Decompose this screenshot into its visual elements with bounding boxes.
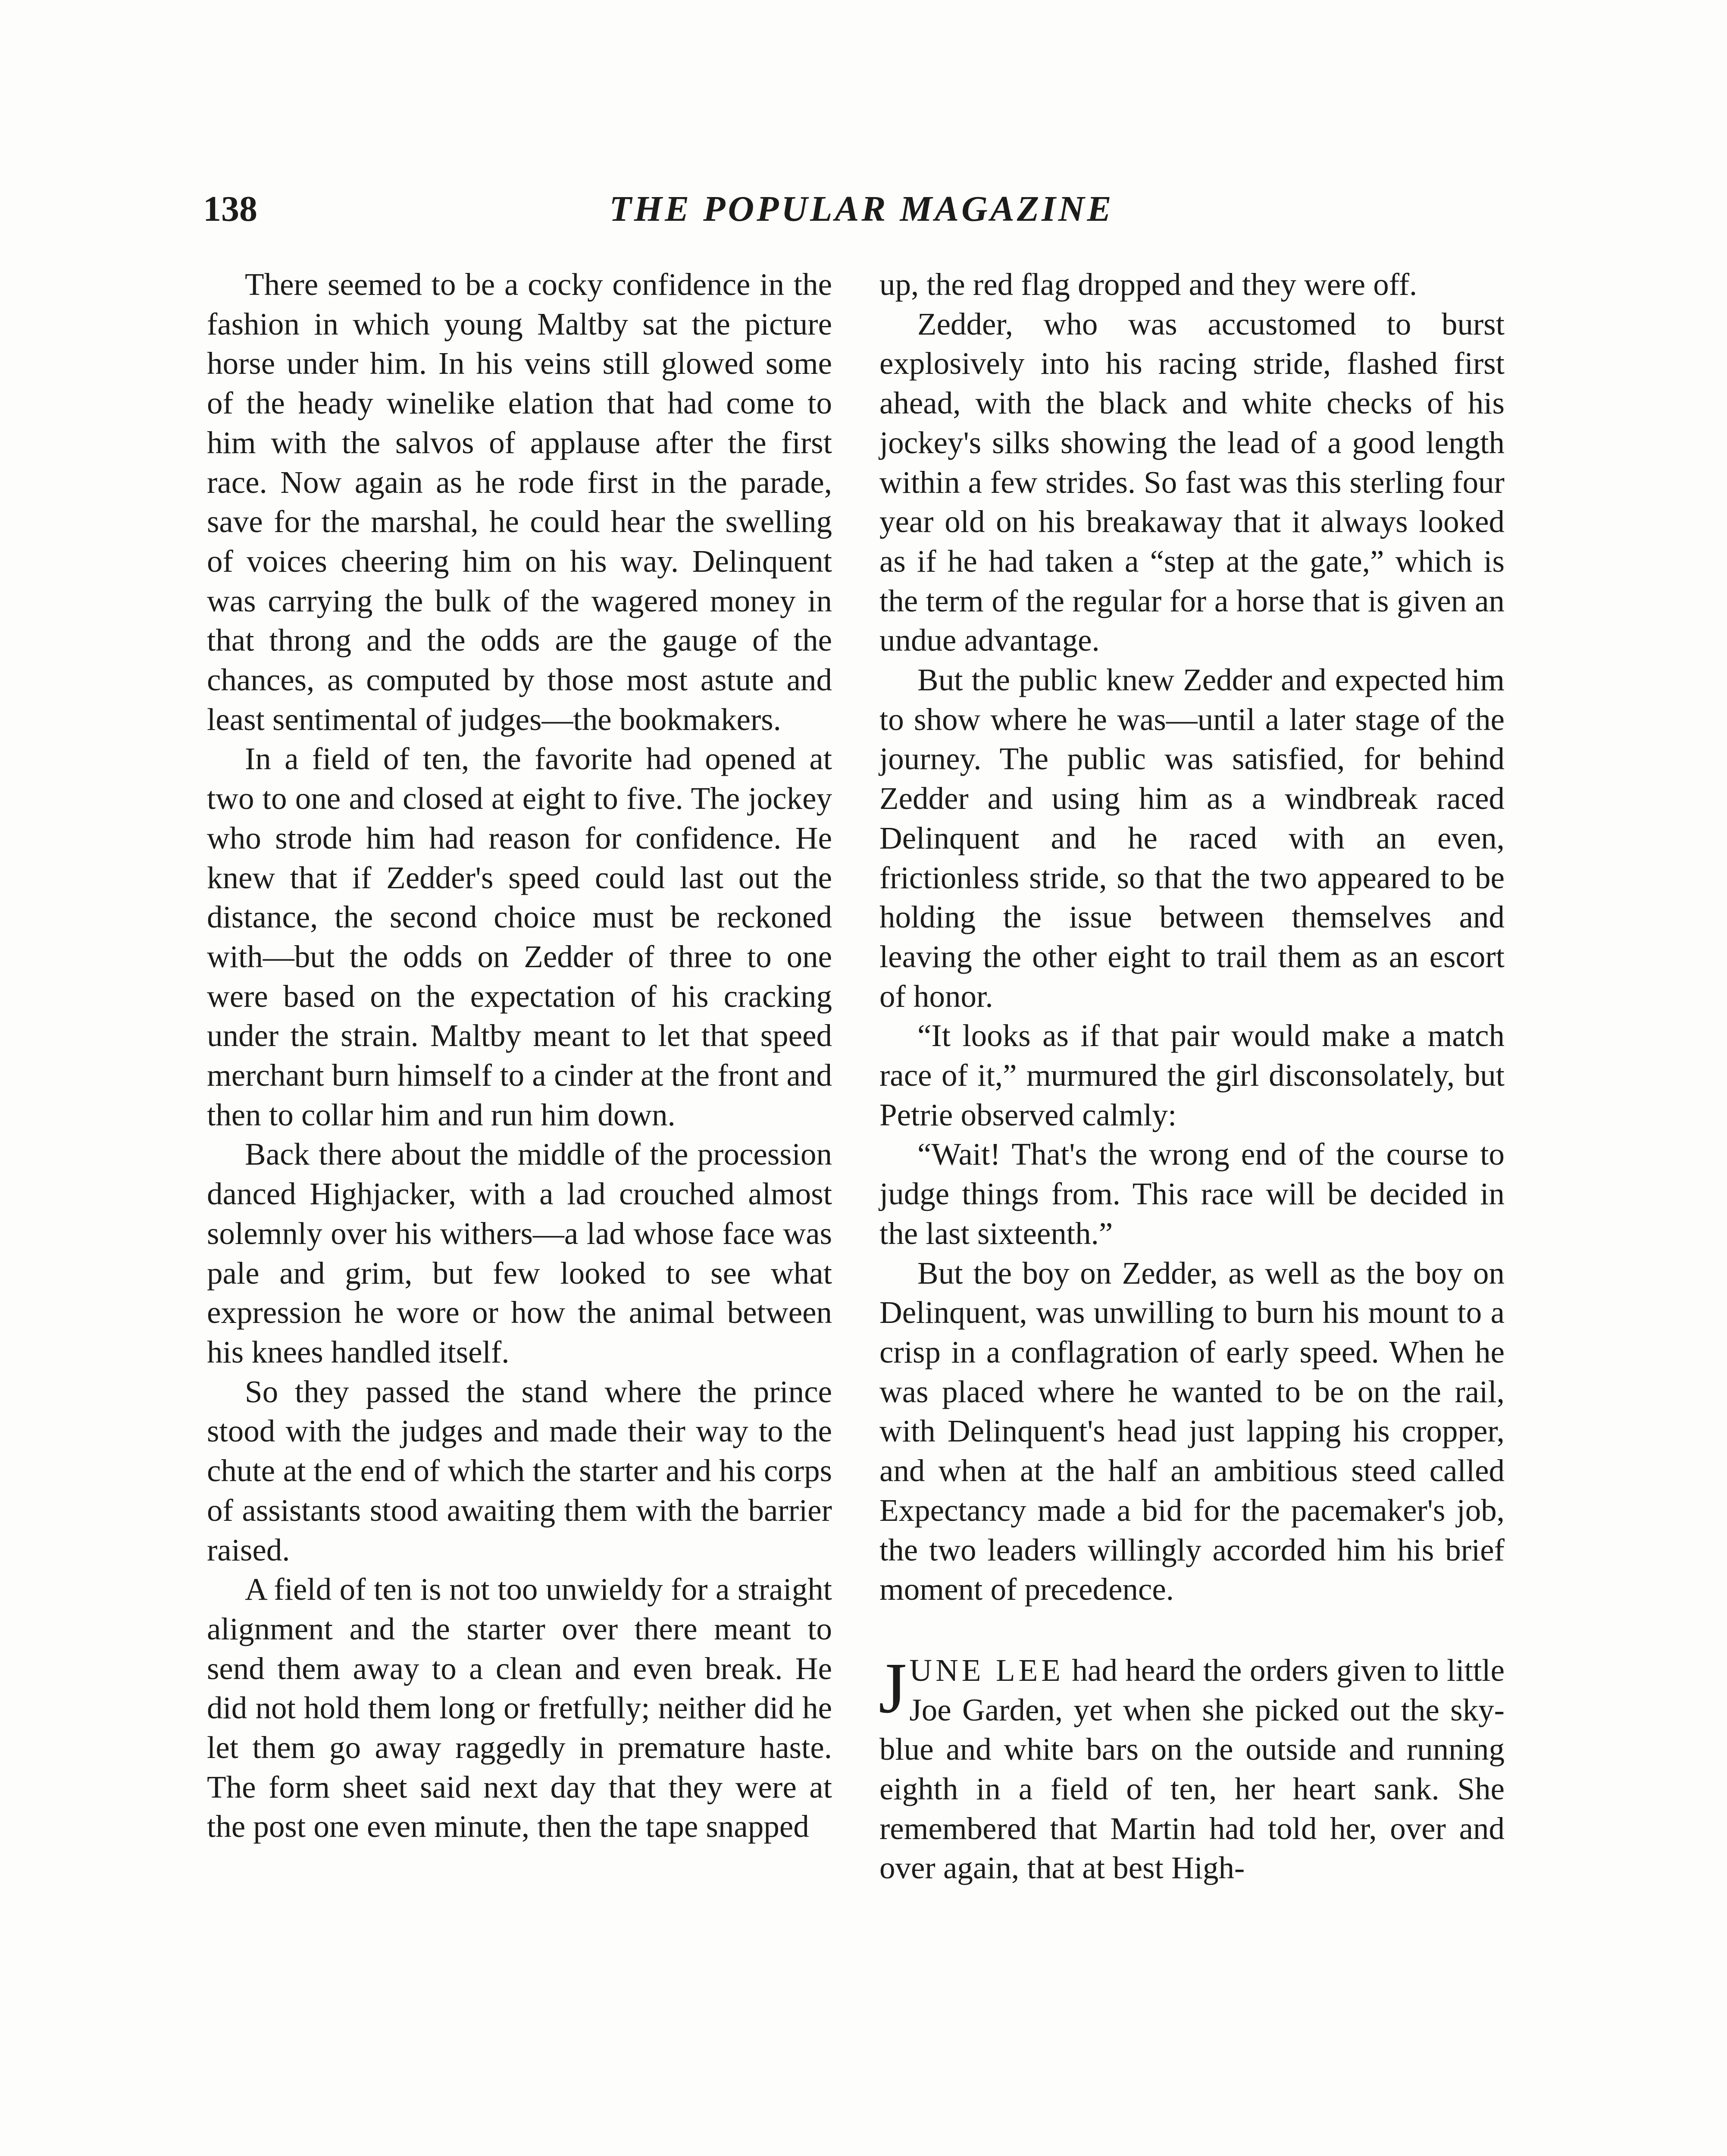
section-opening-paragraph	[879, 1648, 1505, 1888]
paragraph: In a field of ten, the favorite had opened at two to one and closed at eight to five. The jockey who strode him had reason for confidence. He knew that if Zedder's speed could last out the distance, the second choice must be reckoned with—but the odds on Zedder of three to one were based on the expectation of his cracking under the strain. Maltby meant to let that speed merchant burn himself to a cinder at the front and then to collar him and run him down.	[207, 741, 832, 1132]
continued-paragraph: up, the red flag dropped and they were off.	[879, 267, 1417, 302]
page-number: 138	[203, 189, 257, 229]
page-header	[203, 185, 1520, 233]
running-title: THE POPULAR MAGAZINE	[609, 189, 1114, 229]
paragraph: Zedder, who was accustomed to burst explosively into his racing stride, flashed first ahead, with the black and white checks of his jockey's silks showing the lead of a good length within a few strides. So fast was this sterling four year old on his breakaway that it always looked as if he had taken a “step at the gate,” which is the term of the regular for a horse that is given an undue advantage.	[879, 306, 1505, 658]
paragraph: A field of ten is not too unwieldy for a straight alignment and the starter over there meant to send them away to a clean and even break. He did not hold them long or fretfully; neither did he let them go away raggedly in premature haste. The form sheet said next day that they were at the post one even minute, then the tape snapped	[207, 1572, 832, 1844]
paragraph: “Wait! That's the wrong end of the course to judge things from. This race will be decided in the last sixteenth.”	[879, 1137, 1505, 1251]
paragraph: So they passed the stand where the prince stood with the judges and made their way to the chute at the end of which the starter and his corps of assistants stood awaiting them with the barrier raised.	[207, 1374, 832, 1567]
section-break	[879, 1609, 1505, 1651]
paragraph: “It looks as if that pair would make a match race of it,” murmured the girl disconsolately, but Petrie observed calmly:	[879, 1018, 1505, 1132]
paragraph: Back there about the middle of the procession danced Highjacker, with a lad crouched almost solemnly over his withers—a lad whose face was pale and grim, but few looked to see what expression he wore or how the animal between his knees handled itself.	[207, 1137, 832, 1369]
paragraph: But the public knew Zedder and expected him to show where he was—until a later stage of the journey. The public was satisfied, for behind Zedder and using him as a windbreak raced Delinquent and he raced with an even, frictionless stride, so that the two appeared to be holding the issue between themselves and leaving the other eight to trail them as an escort of honor.	[879, 662, 1505, 1014]
paragraph: There seemed to be a cocky confidence in the fashion in which young Maltby sat the picture horse under him. In his veins still glowed some of the heady winelike elation that had come to him with the salvos of applause after the first race. Now again as he rode first in the parade, save for the marshal, he could hear the swelling of voices cheering him on his way. Delinquent was carrying the bulk of the wagered money in that throng and the odds are the gauge of the chances, as computed by those most astute and least sentimental of judges—the bookmakers.	[207, 267, 832, 737]
left-column	[207, 265, 832, 1846]
section-text: had heard the orders given to little Joe Garden, yet when she picked out the sky-blue and white bars on the outside and running eighth in a field of ten, her heart sank. She remembered that Martin had told her, over and over again, that at best High-	[879, 1652, 1505, 1886]
lead-in-caps: UNE LEE	[909, 1652, 1064, 1688]
right-column	[879, 265, 1505, 1888]
paragraph: But the boy on Zedder, as well as the boy on Delinquent, was unwilling to burn his mount to a crisp in a conflagration of early speed. When he was placed where he wanted to be on the rail, with Delinquent's head just lapping his cropper, and when at the half an ambitious steed called Expectancy made a bid for the pacemaker's job, the two leaders willingly accorded him his brief moment of precedence.	[879, 1255, 1505, 1607]
drop-cap: J	[879, 1648, 907, 1728]
